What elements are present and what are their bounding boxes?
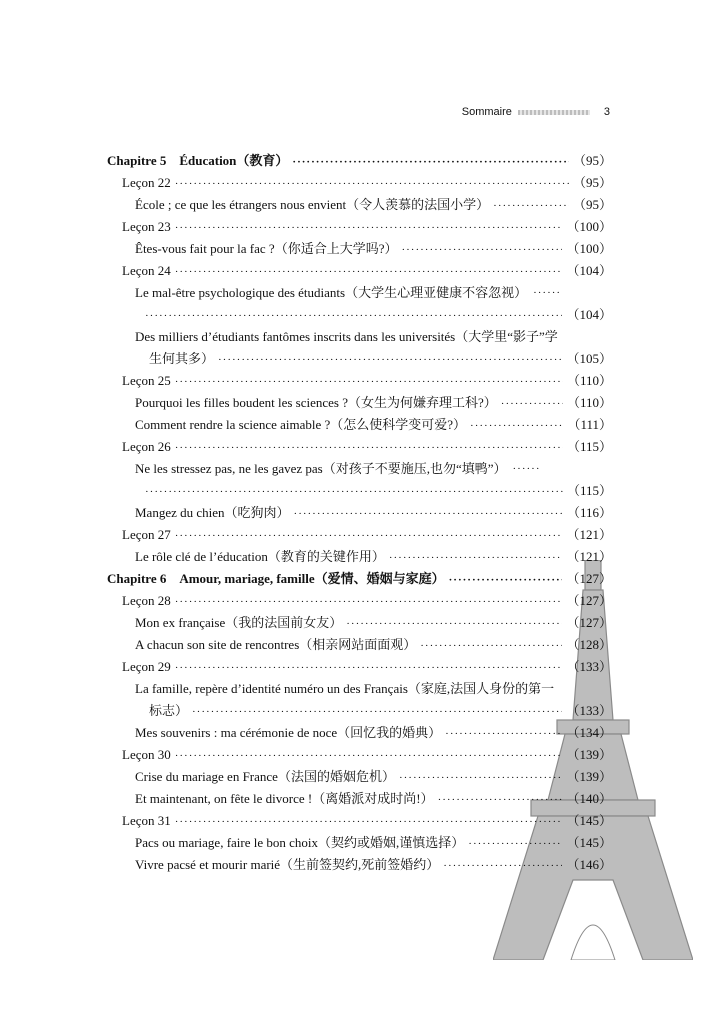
toc-entry-page: （121） (566, 549, 612, 564)
toc-entry-title: École ; ce que les étrangers nous envient（令人羡慕的法国小学） (135, 197, 490, 212)
toc-entry-title: Des milliers d’étudiants fantômes inscrits dans les universités（大学里“影子”学 (135, 329, 558, 344)
toc-item[interactable] (107, 238, 612, 260)
dot-leader (218, 349, 562, 371)
toc-entry-title: La famille, repère d’identité numéro un des Français（家庭,法国人身份的第一 (135, 681, 555, 696)
toc-entry-page: （115） (566, 483, 612, 498)
toc-chapter-6[interactable] (107, 568, 612, 590)
toc-entry-page: （111） (567, 417, 612, 432)
toc-entry-page: （104） (566, 263, 612, 278)
toc-entry-title: Leçon 26 (122, 439, 171, 454)
toc-entry-page: （110） (566, 373, 612, 388)
dot-leader (438, 789, 563, 811)
dot-leader (389, 547, 563, 569)
toc-entry-page: （139） (566, 769, 612, 784)
toc-lesson-23[interactable] (107, 216, 612, 238)
toc-item[interactable] (107, 854, 612, 876)
toc-item[interactable] (107, 788, 612, 810)
toc-entry-title: Chapitre 5 Éducation（教育） (107, 153, 289, 168)
toc-entry-page: （115） (566, 439, 612, 454)
toc-entry-title: Mon ex française（我的法国前女友） (135, 615, 343, 630)
toc-entry-title: 标志） (149, 703, 189, 718)
toc-entry-page: （128） (566, 637, 612, 652)
dot-leader (175, 217, 563, 239)
dot-leader (175, 657, 563, 679)
toc-item[interactable] (107, 546, 612, 568)
toc-item-continuation[interactable] (107, 348, 612, 370)
dot-leader (399, 767, 563, 789)
dot-leader (513, 458, 541, 480)
toc-entry-title: Leçon 25 (122, 373, 171, 388)
toc-entry-page: （145） (566, 813, 612, 828)
toc-item[interactable] (107, 414, 612, 436)
dot-leader (175, 371, 563, 393)
toc-item[interactable] (107, 634, 612, 656)
dot-leader (470, 415, 563, 437)
dot-leader (292, 151, 569, 173)
dot-leader (445, 723, 562, 745)
toc-entry-page: （100） (566, 241, 612, 256)
toc-item[interactable] (107, 722, 612, 744)
toc-entry-page: （133） (566, 659, 612, 674)
dot-leader (401, 239, 562, 261)
toc-entry-page: （104） (566, 307, 612, 322)
toc-entry-title: Le rôle clé de l’éducation（教育的关键作用） (135, 549, 385, 564)
toc-entry-title: Leçon 23 (122, 219, 171, 234)
toc-entry-title: Pourquoi les filles boudent les sciences ?（女生为何嫌弃理工科?） (135, 395, 497, 410)
toc-entry-title: Crise du mariage en France（法国的婚姻危机） (135, 769, 395, 784)
toc-lesson-22[interactable] (107, 172, 612, 194)
toc-item[interactable] (107, 766, 612, 788)
toc-item[interactable] (107, 612, 612, 634)
toc-item[interactable] (107, 194, 612, 216)
toc-entry-title: Mangez du chien（吃狗肉） (135, 505, 290, 520)
toc-item-wrapped[interactable] (107, 326, 612, 348)
dot-leader (175, 173, 569, 195)
toc-entry-page: （110） (566, 395, 612, 410)
toc-entry-title: Leçon 22 (122, 175, 171, 190)
toc-entry-title: Et maintenant, on fête le divorce !（离婚派对成时尚!） (135, 791, 434, 806)
toc-item-continuation[interactable] (107, 480, 612, 502)
dot-leader (175, 261, 563, 283)
toc-item-wrapped[interactable] (107, 678, 612, 700)
dot-leader (294, 503, 563, 525)
dot-leader (175, 525, 563, 547)
toc-entry-page: （140） (566, 791, 612, 806)
toc-entry-page: （127） (566, 615, 612, 630)
toc-entry-title: Le mal-être psychologique des étudiants（大学生心理亚健康不容忽视） (135, 285, 528, 300)
toc-entry-title: Pacs ou mariage, faire le bon choix（契约或婚姻,谨慎选择） (135, 835, 465, 850)
toc-chapter-5[interactable] (107, 150, 612, 172)
toc-entry-title: Leçon 27 (122, 527, 171, 542)
dot-leader (449, 569, 563, 591)
toc-entry-page: （95） (572, 175, 612, 190)
toc-lesson-28[interactable] (107, 590, 612, 612)
toc-lesson-30[interactable] (107, 744, 612, 766)
toc-entry-title: Ne les stressez pas, ne les gavez pas（对孩子不要施压,也勿“填鸭”） (135, 461, 507, 476)
toc-entry-title: Leçon 31 (122, 813, 171, 828)
dot-leader (145, 305, 562, 327)
toc-entry-page: （134） (566, 725, 612, 740)
toc-entry-page: （133） (566, 703, 612, 718)
dot-leader (420, 635, 562, 657)
toc-item-continuation[interactable] (107, 700, 612, 722)
toc-entry-page: （95） (572, 197, 612, 212)
dot-leader (175, 745, 563, 767)
dot-leader (175, 437, 563, 459)
toc-entry-title: Mes souvenirs : ma cérémonie de noce（回忆我的婚典） (135, 725, 442, 740)
toc-entry-page: （100） (566, 219, 612, 234)
dot-leader (175, 811, 563, 833)
table-of-contents (107, 150, 612, 876)
toc-lesson-26[interactable] (107, 436, 612, 458)
page-number: 3 (603, 106, 610, 118)
dot-leader (493, 195, 569, 217)
toc-item[interactable] (107, 832, 612, 854)
toc-entry-title: Leçon 30 (122, 747, 171, 762)
toc-entry-title: A chacun son site de rencontres（相亲网站面面观） (135, 637, 417, 652)
dot-leader (468, 833, 562, 855)
toc-entry-page: （139） (566, 747, 612, 762)
toc-entry-page: （105） (566, 351, 612, 366)
dot-leader (533, 282, 561, 304)
toc-entry-page: （95） (572, 153, 612, 168)
toc-entry-title: Êtes-vous fait pour la fac ?（你适合上大学吗?） (135, 241, 398, 256)
toc-item[interactable] (107, 392, 612, 414)
dot-leader (443, 855, 562, 877)
toc-entry-title: Leçon 24 (122, 263, 171, 278)
dot-leader (175, 591, 563, 613)
toc-lesson-27[interactable] (107, 524, 612, 546)
toc-entry-page: （146） (566, 857, 612, 872)
toc-entry-page: （116） (566, 505, 612, 520)
toc-lesson-24[interactable] (107, 260, 612, 282)
toc-item-wrapped[interactable] (107, 282, 612, 304)
header-section-title: Sommaire (461, 106, 512, 118)
toc-entry-title: Chapitre 6 Amour, mariage, famille（爱情、婚姻与家庭） (107, 571, 445, 586)
toc-entry-title: Leçon 29 (122, 659, 171, 674)
toc-entry-page: （145） (566, 835, 612, 850)
running-header (462, 102, 610, 122)
dot-leader (192, 701, 562, 723)
toc-lesson-25[interactable] (107, 370, 612, 392)
toc-lesson-31[interactable] (107, 810, 612, 832)
toc-entry-title: Comment rendre la science aimable ?（怎么使科学变可爱?） (135, 417, 467, 432)
toc-entry-page: （127） (566, 593, 612, 608)
toc-entry-title: 生何其多） (149, 351, 215, 366)
toc-entry-page: （121） (566, 527, 612, 542)
dot-leader (346, 613, 562, 635)
dot-leader (145, 481, 563, 503)
toc-entry-page: （127） (566, 571, 612, 586)
dot-leader (501, 393, 563, 415)
header-decorative-bar (518, 110, 590, 115)
toc-item-continuation[interactable] (107, 304, 612, 326)
toc-item[interactable] (107, 502, 612, 524)
toc-entry-title: Leçon 28 (122, 593, 171, 608)
toc-entry-title: Vivre pacsé et mourir marié（生前签契约,死前签婚约） (135, 857, 440, 872)
toc-item-wrapped[interactable] (107, 458, 612, 480)
toc-lesson-29[interactable] (107, 656, 612, 678)
